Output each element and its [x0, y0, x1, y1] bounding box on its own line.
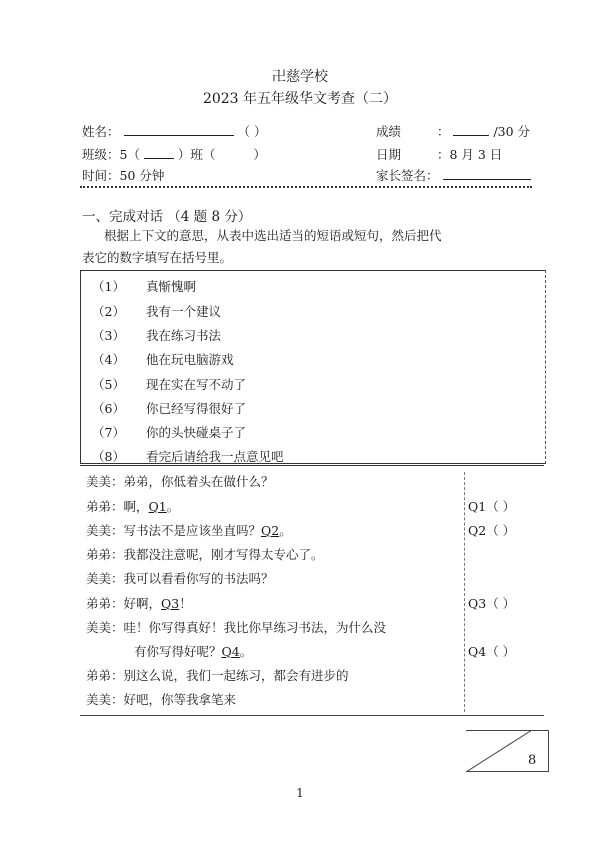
instruction-line-1: 根据上下文的意思，从表中选出适当的短语或短句，然后把代: [104, 228, 442, 243]
date-row: [376, 145, 502, 163]
dialogue-line: 弟弟：好啊，Q3！: [86, 596, 192, 611]
parent-signature-field[interactable]: [443, 167, 531, 180]
section-title: 一、完成对话 （4 题 8 分）: [82, 209, 252, 225]
blank-q2: Q2: [261, 523, 280, 538]
option-item: （7） 你的头快碰桌子了: [92, 425, 247, 440]
dialogue-line: 美美：写书法不是应该坐直吗？Q2。: [86, 523, 292, 538]
instruction-line-2: 表它的数字填写在括号里。: [82, 250, 233, 265]
answer-column-divider: [464, 472, 465, 712]
name-label: 姓名：: [82, 124, 120, 139]
dialogue-bottom-rule: [80, 715, 544, 716]
date-label: 日期: [376, 147, 402, 162]
section-score: 8: [528, 753, 537, 768]
dialogue-line: 美美：我可以看看你写的书法吗？: [86, 571, 274, 586]
dialogue-line: 弟弟：别这么说，我们一起练习，都会有进步的: [86, 668, 349, 683]
class-label: 班级：5（: [82, 147, 140, 162]
school-name: 卍慈学校: [272, 69, 328, 85]
answer-slot-q1[interactable]: Q1（ ）: [468, 499, 516, 514]
option-item: （3） 我在练习书法: [92, 328, 222, 343]
option-item: （1） 真惭愧啊: [92, 279, 197, 294]
parent-label: 家长签名：: [376, 168, 439, 183]
dialogue-line: 有你写得好呢？Q4。: [134, 644, 253, 659]
dialogue-line: 弟弟：啊，Q1。: [86, 499, 180, 514]
class-field[interactable]: [144, 146, 174, 159]
score-total: /30 分: [493, 124, 531, 139]
answer-slot-q2[interactable]: Q2（ ）: [468, 523, 516, 538]
date-value: ：8 月 3 日: [436, 147, 503, 162]
dialogue-line: 弟弟：我都没注意呢，刚才写得太专心了。: [86, 547, 324, 562]
option-item: （6） 你已经写得很好了: [92, 401, 247, 416]
parent-row: [376, 166, 531, 184]
time-label: 时间：50 分钟: [82, 168, 165, 183]
score-row: [376, 122, 530, 140]
option-item: （2） 我有一个建议: [92, 304, 222, 319]
divider: [80, 186, 532, 188]
dialogue-line: 美美：哇！你写得真好！我比你早练习书法，为什么没: [86, 620, 387, 635]
blank-q3: Q3: [161, 596, 180, 611]
score-colon: ：: [436, 124, 450, 139]
score-field[interactable]: [453, 123, 489, 136]
class-row: [82, 145, 266, 163]
class-end: ）: [253, 147, 266, 162]
option-item: （4） 他在玩电脑游戏: [92, 352, 234, 367]
option-item: （8） 看完后请给我一点意见吧: [92, 449, 284, 464]
name-index-paren: （ ）: [237, 124, 267, 139]
dialogue-line: 美美：弟弟，你低着头在做什么？: [86, 474, 274, 489]
answer-slot-q3[interactable]: Q3（ ）: [468, 596, 516, 611]
exam-title: 2023 年五年级华文考查（二）: [202, 91, 398, 107]
blank-q4: Q4: [221, 644, 240, 659]
score-box-right: [548, 730, 549, 772]
dialogue-top-rule: [80, 465, 544, 466]
score-label: 成绩: [376, 124, 402, 139]
answer-slot-q4[interactable]: Q4（ ）: [468, 644, 516, 659]
dialogue-line: 美美：好吧，你等我拿笔来: [86, 692, 237, 707]
name-row: [82, 122, 266, 140]
class-mid: ）班（: [177, 147, 216, 162]
option-item: （5） 现在实在写不动了: [92, 377, 247, 392]
page-number: 1: [296, 786, 304, 800]
name-field[interactable]: [124, 123, 234, 136]
blank-q1: Q1: [148, 499, 167, 514]
